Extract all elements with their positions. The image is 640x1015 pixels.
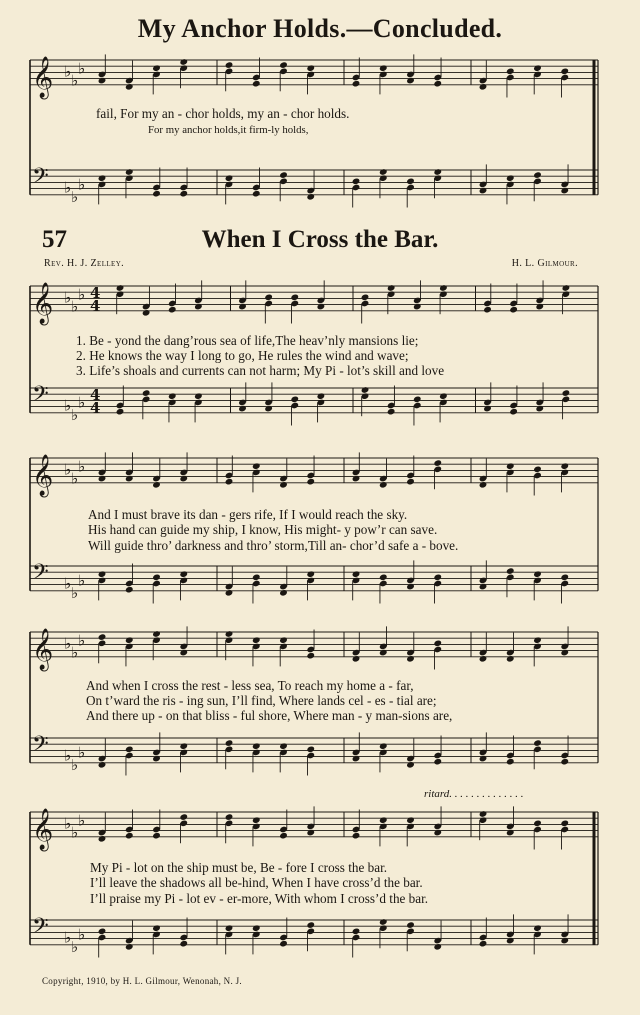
bass-clef-icon: 𝄢 xyxy=(32,560,49,590)
notehead xyxy=(238,405,247,413)
notehead xyxy=(560,820,569,828)
time-signature-top: 4 xyxy=(90,386,101,404)
notehead xyxy=(225,739,234,747)
notehead xyxy=(352,475,361,483)
treble-clef-icon: 𝄞 xyxy=(32,455,54,496)
notehead xyxy=(225,813,234,821)
notehead xyxy=(194,392,203,400)
notehead xyxy=(306,921,315,929)
notehead xyxy=(152,64,161,72)
system-1-verse-3: 3. Life’s shoals and currents can not harm; My Pi - lot’s skill and love xyxy=(76,363,445,378)
notehead xyxy=(533,924,542,932)
bass-clef-icon: 𝄢 xyxy=(32,164,49,194)
flat-icon: ♭ xyxy=(71,643,79,662)
time-signature-bottom: 4 xyxy=(90,297,101,315)
notehead xyxy=(535,405,544,413)
notehead xyxy=(252,462,261,470)
treble-clef-icon: 𝄞 xyxy=(32,57,54,98)
notehead xyxy=(306,478,315,486)
bass-clef-icon: 𝄢 xyxy=(32,914,49,944)
notehead xyxy=(406,921,415,929)
system-1-verse-2: 2. He knows the way I long to go, He rules the wind and wave; xyxy=(76,348,409,363)
notehead xyxy=(290,294,299,302)
notehead xyxy=(264,405,273,413)
notehead xyxy=(533,466,542,474)
flat-icon: ♭ xyxy=(71,297,79,316)
notehead xyxy=(535,303,544,311)
notehead xyxy=(533,570,542,578)
notehead xyxy=(225,630,234,638)
notehead xyxy=(152,832,161,840)
notehead xyxy=(225,589,234,597)
flat-icon: ♭ xyxy=(64,396,72,415)
notehead xyxy=(225,174,234,182)
notehead xyxy=(125,83,134,91)
continuation-lyric-main: fail, For my an - chor holds, my an - chor holds. xyxy=(96,106,350,121)
notehead xyxy=(361,386,370,394)
notehead xyxy=(479,83,488,91)
notehead xyxy=(433,574,442,582)
notehead xyxy=(379,64,388,72)
flat-icon: ♭ xyxy=(78,457,86,476)
notehead xyxy=(306,652,315,660)
notehead xyxy=(560,187,569,195)
flat-icon: ♭ xyxy=(71,469,79,488)
notehead xyxy=(352,755,361,763)
notehead xyxy=(433,168,442,176)
notehead xyxy=(352,80,361,88)
notehead xyxy=(509,408,518,416)
notehead xyxy=(433,640,442,648)
system-1-verse-1: 1. Be - yond the dang’rous sea of life,The heav’nly mansions lie; xyxy=(76,333,419,348)
notehead xyxy=(152,481,161,489)
continuation-system xyxy=(0,50,640,220)
flat-icon: ♭ xyxy=(71,937,79,956)
time-signature-bottom: 4 xyxy=(90,399,101,417)
flat-icon: ♭ xyxy=(78,571,86,590)
notehead xyxy=(560,649,569,657)
notehead xyxy=(168,392,177,400)
notehead xyxy=(379,168,388,176)
system-2-verse-3: Will guide thro’ darkness and thro’ storm,Till an- chor’d safe a - bove. xyxy=(88,538,459,553)
notehead xyxy=(387,284,396,292)
flat-icon: ♭ xyxy=(78,59,86,78)
composer-credit: H. L. Gilmour. xyxy=(511,258,578,269)
notehead xyxy=(406,655,415,663)
notehead xyxy=(152,755,161,763)
notehead xyxy=(433,80,442,88)
notehead xyxy=(387,408,396,416)
notehead xyxy=(506,758,515,766)
notehead xyxy=(560,574,569,582)
notehead xyxy=(379,742,388,750)
notehead xyxy=(306,746,315,754)
notehead xyxy=(533,820,542,828)
notehead xyxy=(152,190,161,198)
notehead xyxy=(509,306,518,314)
notehead xyxy=(252,816,261,824)
flat-icon: ♭ xyxy=(64,574,72,593)
notehead xyxy=(279,481,288,489)
notehead xyxy=(179,813,188,821)
notehead xyxy=(560,68,569,76)
flat-icon: ♭ xyxy=(71,823,79,842)
notehead xyxy=(379,816,388,824)
flat-icon: ♭ xyxy=(64,288,72,307)
notehead xyxy=(279,171,288,179)
treble-clef-icon: 𝄞 xyxy=(32,283,54,324)
notehead xyxy=(125,636,134,644)
notehead xyxy=(179,475,188,483)
flat-icon: ♭ xyxy=(78,393,86,412)
notehead xyxy=(479,583,488,591)
flat-icon: ♭ xyxy=(78,811,86,830)
notehead xyxy=(252,190,261,198)
flat-icon: ♭ xyxy=(64,178,72,197)
notehead xyxy=(252,636,261,644)
notehead xyxy=(290,396,299,404)
notehead xyxy=(98,77,107,85)
notehead xyxy=(279,940,288,948)
notehead xyxy=(433,459,442,467)
continuation-lyric-echo: For my anchor holds,it firm-ly holds, xyxy=(148,124,309,136)
notehead xyxy=(379,574,388,582)
notehead xyxy=(317,392,326,400)
notehead xyxy=(179,940,188,948)
notehead xyxy=(560,758,569,766)
notehead xyxy=(433,943,442,951)
notehead xyxy=(439,284,448,292)
notehead xyxy=(98,761,107,769)
copyright-notice: Copyright, 1910, by H. L. Gilmour, Wenonah, N. J. xyxy=(42,976,242,986)
notehead xyxy=(406,77,415,85)
notehead xyxy=(179,58,188,66)
flat-icon: ♭ xyxy=(71,187,79,206)
notehead xyxy=(179,190,188,198)
notehead xyxy=(562,284,571,292)
notehead xyxy=(98,475,107,483)
notehead xyxy=(352,928,361,936)
flat-icon: ♭ xyxy=(71,755,79,774)
notehead xyxy=(98,570,107,578)
system-4-verse-2: I’ll leave the shadows all be-hind, When I have cross’d the bar. xyxy=(90,875,423,890)
flat-icon: ♭ xyxy=(78,925,86,944)
notehead xyxy=(152,630,161,638)
notehead xyxy=(125,586,134,594)
notehead xyxy=(406,816,415,824)
flat-icon: ♭ xyxy=(78,175,86,194)
flat-icon: ♭ xyxy=(78,743,86,762)
notehead xyxy=(125,168,134,176)
notehead xyxy=(479,655,488,663)
notehead xyxy=(379,481,388,489)
notehead xyxy=(483,306,492,314)
notehead xyxy=(142,309,151,317)
notehead xyxy=(406,478,415,486)
notehead xyxy=(439,392,448,400)
notehead xyxy=(179,570,188,578)
notehead xyxy=(98,835,107,843)
bass-clef-icon: 𝄢 xyxy=(32,382,49,412)
notehead xyxy=(352,178,361,186)
notehead xyxy=(306,829,315,837)
notehead xyxy=(533,64,542,72)
notehead xyxy=(413,396,422,404)
notehead xyxy=(352,832,361,840)
notehead xyxy=(506,174,515,182)
notehead xyxy=(279,742,288,750)
flat-icon: ♭ xyxy=(64,814,72,833)
flat-icon: ♭ xyxy=(71,405,79,424)
system-3-verse-2: On t’ward the ris - ing sun, I’ll find, Where lands cel - es - tial are; xyxy=(86,693,437,708)
flat-icon: ♭ xyxy=(64,460,72,479)
system-2-verse-1: And I must brave its dan - gers rife, If I would reach the sky. xyxy=(88,507,408,522)
system-4-verse-1: My Pi - lot on the ship must be, Be - fore I cross the bar. xyxy=(90,860,388,875)
notehead xyxy=(406,178,415,186)
notehead xyxy=(413,303,422,311)
flat-icon: ♭ xyxy=(64,62,72,81)
notehead xyxy=(152,574,161,582)
notehead xyxy=(168,306,177,314)
notehead xyxy=(98,633,107,641)
notehead xyxy=(252,924,261,932)
notehead xyxy=(352,655,361,663)
notehead xyxy=(279,636,288,644)
notehead xyxy=(379,649,388,657)
notehead xyxy=(306,570,315,578)
time-signature-top: 4 xyxy=(90,284,101,302)
notehead xyxy=(179,649,188,657)
notehead xyxy=(225,924,234,932)
notehead xyxy=(506,829,515,837)
notehead xyxy=(264,294,273,302)
notehead xyxy=(352,570,361,578)
bass-clef-icon: 𝄢 xyxy=(32,732,49,762)
notehead xyxy=(252,574,261,582)
notehead xyxy=(433,829,442,837)
treble-clef-icon: 𝄞 xyxy=(32,629,54,670)
notehead xyxy=(560,937,569,945)
notehead xyxy=(506,655,515,663)
system-4-verse-3: I’ll praise my Pi - lot ev - er-more, With whom I cross’d the bar. xyxy=(90,891,429,906)
flat-icon: ♭ xyxy=(78,631,86,650)
notehead xyxy=(152,924,161,932)
notehead xyxy=(479,755,488,763)
notehead xyxy=(506,567,515,575)
author-credit: Rev. H. J. Zelley. xyxy=(44,258,125,269)
notehead xyxy=(506,937,515,945)
notehead xyxy=(506,462,515,470)
notehead xyxy=(533,171,542,179)
notehead xyxy=(483,405,492,413)
notehead xyxy=(279,589,288,597)
notehead xyxy=(125,746,134,754)
notehead xyxy=(479,810,488,818)
notehead xyxy=(506,68,515,76)
notehead xyxy=(98,928,107,936)
system-3-verse-1: And when I cross the rest - less sea, To reach my home a - far, xyxy=(86,678,414,693)
notehead xyxy=(179,742,188,750)
notehead xyxy=(125,943,134,951)
notehead xyxy=(361,294,370,302)
notehead xyxy=(98,174,107,182)
system-2-verse-2: His hand can guide my ship, I know, His might- y pow’r can save. xyxy=(88,522,438,537)
flat-icon: ♭ xyxy=(71,71,79,90)
notehead xyxy=(317,303,326,311)
flat-icon: ♭ xyxy=(64,634,72,653)
notehead xyxy=(142,389,151,397)
notehead xyxy=(252,80,261,88)
notehead xyxy=(125,475,134,483)
notehead xyxy=(252,742,261,750)
notehead xyxy=(116,284,125,292)
continuation-title: My Anchor Holds.—Concluded. xyxy=(137,14,503,43)
ritard-marking: ritard. . . . . . . . . . . . . . xyxy=(424,788,524,800)
notehead xyxy=(238,303,247,311)
notehead xyxy=(533,636,542,644)
treble-clef-icon: 𝄞 xyxy=(32,809,54,850)
system-3-verse-3: And there up - on that bliss - ful shore, Where man - y man-sions are, xyxy=(86,708,453,723)
notehead xyxy=(279,61,288,69)
notehead xyxy=(433,758,442,766)
notehead xyxy=(562,389,571,397)
notehead xyxy=(533,739,542,747)
notehead xyxy=(479,187,488,195)
notehead xyxy=(479,940,488,948)
notehead xyxy=(125,832,134,840)
notehead xyxy=(406,583,415,591)
flat-icon: ♭ xyxy=(64,746,72,765)
hymn-number: 57 xyxy=(42,226,67,253)
notehead xyxy=(306,64,315,72)
notehead xyxy=(116,408,125,416)
notehead xyxy=(279,832,288,840)
notehead xyxy=(560,462,569,470)
notehead xyxy=(225,478,234,486)
hymn-title: When I Cross the Bar. xyxy=(201,226,439,253)
flat-icon: ♭ xyxy=(78,285,86,304)
notehead xyxy=(194,303,203,311)
notehead xyxy=(225,61,234,69)
notehead xyxy=(479,481,488,489)
notehead xyxy=(379,918,388,926)
notehead xyxy=(306,193,315,201)
notehead xyxy=(406,761,415,769)
flat-icon: ♭ xyxy=(64,928,72,947)
flat-icon: ♭ xyxy=(71,583,79,602)
